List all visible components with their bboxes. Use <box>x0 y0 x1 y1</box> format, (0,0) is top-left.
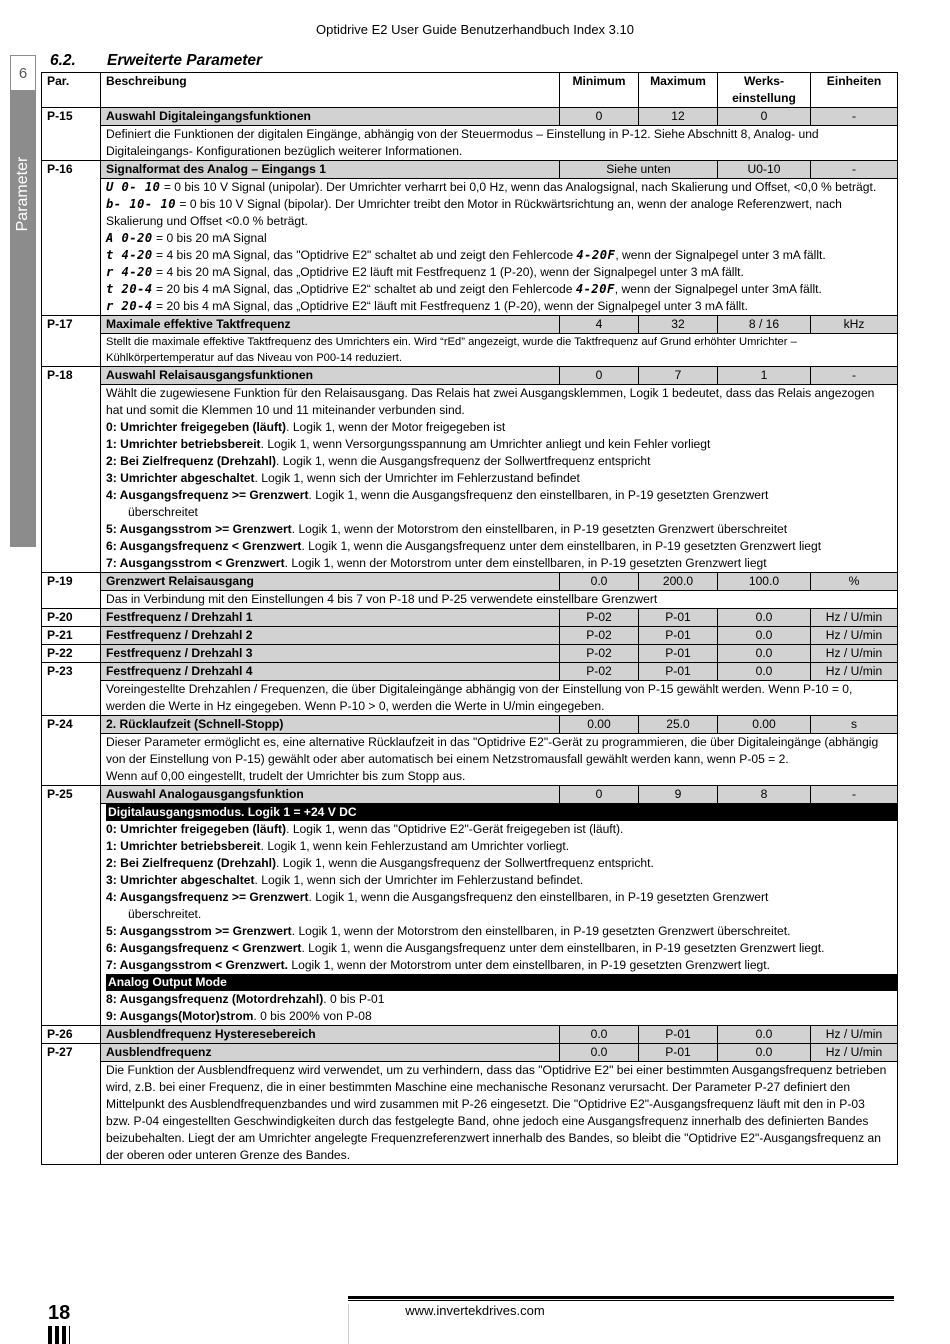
option-line: r 4-20 = 4 bis 20 mA Signal, das „Optidrive E2 läuft mit Festfrequenz 1 (P-20), wenn der Signalpegel unter 3 mA fällt. <box>106 265 744 279</box>
option-line: 2: Bei Zielfrequenz (Drehzahl). Logik 1, wenn die Ausgangsfrequenz der Sollwertfrequenz entspricht. <box>106 856 654 870</box>
param-description: Die Funktion der Ausblendfrequenz wird verwendet, um zu verhindern, dass das "Optidrive E2" bei einer bestimmten Ausgangsfrequenz betrieben wird, z.B. bei einer Frequenz, die in einer bestimmten Maschine eine mechanische Resonanz verursacht. Der Parameter P-27 definiert den Mittelpunkt des Ausblendfrequenzbandes und wird zusammen mit P-26 eingesetzt. Die "Optidrive E2"-Ausgangsfrequenz läuft mit den in P-03 bzw. P-04 eingestellten Geschwindigkeiten durch das festgelegte Band, ohne jedoch eine Ausgangsfrequenz innerhalb des definierten Bandes beizubehalten. Liegt der am Umrichter angelegte Frequenzreferenzwert innerhalb des Bandes, so bleibt die "Optidrive E2"-Ausgangsfrequenz an der oberen oder unteren Grenze des Bandes. <box>101 1062 898 1165</box>
param-max: P-01 <box>639 1044 718 1062</box>
param-row-p25 <box>42 786 898 804</box>
param-min: P-02 <box>560 645 639 663</box>
param-id: P-20 <box>42 609 101 627</box>
header-unit: Einheiten <box>811 73 898 108</box>
param-default: 1 <box>718 367 811 385</box>
param-id: P-18 <box>42 367 101 573</box>
option-line: 1: Umrichter betriebsbereit. Logik 1, wenn kein Fehlerzustand am Umrichter vorliegt. <box>106 839 570 853</box>
param-min: 0.00 <box>560 716 639 734</box>
param-row-p18 <box>42 367 898 385</box>
option-line: A 0-20 = 0 bis 20 mA Signal <box>106 231 267 245</box>
param-min: P-02 <box>560 627 639 645</box>
param-max: P-01 <box>639 645 718 663</box>
option-line: 9: Ausgangs(Motor)strom. 0 bis 200% von P-08 <box>106 1009 372 1023</box>
param-id: P-22 <box>42 645 101 663</box>
param-default: U0-10 <box>718 161 811 179</box>
param-default: 0.0 <box>718 609 811 627</box>
option-line: 3: Umrichter abgeschaltet. Logik 1, wenn sich der Umrichter im Fehlerzustand befindet <box>106 471 580 485</box>
chapter-side-tab <box>10 55 36 547</box>
param-name: Festfrequenz / Drehzahl 1 <box>101 609 560 627</box>
param-max: 9 <box>639 786 718 804</box>
param-min: P-02 <box>560 609 639 627</box>
param-description: Dieser Parameter ermöglicht es, eine alternative Rücklaufzeit in das "Optidrive E2"-Gerät zu programmieren, die über Digitaleingänge (abhängig von der Einstellung von P-15) gewählt oder aber automatisch bei einem Netzstromausfall gewählt werden kann, wenn P-05 = 2. Wenn auf 0,00 eingestellt, trudelt der Umrichter bis zum Stopp aus. <box>101 734 898 786</box>
option-line: 2: Bei Zielfrequenz (Drehzahl). Logik 1, wenn die Ausgangsfrequenz der Sollwertfrequenz entspricht <box>106 454 651 468</box>
param-id: P-27 <box>42 1044 101 1165</box>
table-header-row <box>42 73 898 108</box>
param-id: P-16 <box>42 161 101 316</box>
param-max: 200.0 <box>639 573 718 591</box>
option-line: 6: Ausgangsfrequenz < Grenzwert. Logik 1, wenn die Ausgangsfrequenz unter dem einstellbaren, in P-19 gesetzten Grenzwert liegt. <box>106 941 825 955</box>
param-row-p22 <box>42 645 898 663</box>
param-name: Ausblendfrequenz <box>101 1044 560 1062</box>
option-line: 5: Ausgangsstrom >= Grenzwert. Logik 1, wenn der Motorstrom den einstellbaren, in P-19 gesetzten Grenzwert überschreitet <box>106 522 788 536</box>
param-description: Definiert die Funktionen der digitalen Eingänge, abhängig von der Steuermodus – Einstellung in P-12. Siehe Abschnitt 8, Analog- und Digitaleingangs- Konfigurationen bezüglich weiterer Informationen. <box>101 126 898 161</box>
chapter-number: 6 <box>10 55 36 91</box>
param-min: 0 <box>560 786 639 804</box>
param-range: Siehe unten <box>560 161 718 179</box>
param-name: Maximale effektive Taktfrequenz <box>101 316 560 334</box>
section-title: Erweiterte Parameter <box>107 52 263 69</box>
param-default: 100.0 <box>718 573 811 591</box>
param-min: 0.0 <box>560 573 639 591</box>
param-id: P-24 <box>42 716 101 786</box>
option-line: b- 10- 10 = 0 bis 10 V Signal (bipolar). Der Umrichter treibt den Motor in Rückwärtsrichtung an, wenn der analoge Referenzwert, nach Skalierung und Offset <0.0 % beträgt. <box>106 197 842 228</box>
footer-rule <box>348 1296 894 1299</box>
param-default: 8 <box>718 786 811 804</box>
param-row-p17 <box>42 316 898 334</box>
param-row-p21 <box>42 627 898 645</box>
param-unit: Hz / U/min <box>811 645 898 663</box>
param-unit: kHz <box>811 316 898 334</box>
param-unit: % <box>811 573 898 591</box>
param-id: P-15 <box>42 108 101 161</box>
param-description: Digitalausgangsmodus. Logik 1 = +24 V DC 0: Umrichter freigegeben (läuft). Logik 1, wenn das "Optidrive E2"-Gerät freigegeben ist (läuft). 1: Umrichter betriebsbereit. Logik 1, wenn kein Fehlerzustand am Umrichter vorliegt. 2: Bei Zielfrequenz (Drehzahl). Logik 1, wenn die Ausgangsfrequenz der Sollwertfrequenz entspricht. 3: Umrichter abgeschaltet. Logik 1, wenn sich der Umrichter im Fehlerzustand befindet. 4: Ausgangsfrequenz >= Grenzwert. Logik 1, wenn die Ausgangsfrequenz den einstellbaren, in P-19 gesetzten Grenzwert überschreitet. 5: Ausgangsstrom >= Grenzwert. Logik 1, wenn der Motorstrom den einstellbaren, in P-19 gesetzten Grenzwert überschreitet. 6: Ausgangsfrequenz < Grenzwert. Logik 1, wenn die Ausgangsfrequenz unter dem einstellbaren, in P-19 gesetzten Grenzwert liegt. 7: Ausgangsstrom < Grenzwert. Logik 1, wenn der Motorstrom unter dem einstellbaren, in P-19 gesetzten Grenzwert liegt. Analog Output Mode 8: Ausgangsfrequenz (Motordrehzahl). 0 bis P-01 9: Ausgangs(Motor)strom. 0 bis 200% von P-08 <box>101 804 898 1026</box>
param-default: 8 / 16 <box>718 316 811 334</box>
param-description: Wählt die zugewiesene Funktion für den Relaisausgang. Das Relais hat zwei Ausgangsklemmen, Logik 1 bedeutet, dass das Relais angezogen hat und somit die Klemmen 10 und 11 miteinander verbunden sind. 0: Umrichter freigegeben (läuft). Logik 1, wenn der Motor freigegeben ist 1: Umrichter betriebsbereit. Logik 1, wenn Versorgungsspannung am Umrichter anliegt und kein Fehler vorliegt 2: Bei Zielfrequenz (Drehzahl). Logik 1, wenn die Ausgangsfrequenz der Sollwertfrequenz entspricht 3: Umrichter abgeschaltet. Logik 1, wenn sich der Umrichter im Fehlerzustand befindet 4: Ausgangsfrequenz >= Grenzwert. Logik 1, wenn die Ausgangsfrequenz den einstellbaren, in P-19 gesetzten Grenzwert überschreitet 5: Ausgangsstrom >= Grenzwert. Logik 1, wenn der Motorstrom den einstellbaren, in P-19 gesetzten Grenzwert überschreitet 6: Ausgangsfrequenz < Grenzwert. Logik 1, wenn die Ausgangsfrequenz unter dem einstellbaren, in P-19 gesetzten Grenzwert liegt 7: Ausgangsstrom < Grenzwert. Logik 1, wenn der Motorstrom unter dem einstellbaren, in P-19 gesetzten Grenzwert liegt <box>101 385 898 573</box>
mode-heading-bar: Digitalausgangsmodus. Logik 1 = +24 V DC <box>106 804 898 821</box>
param-min: 0 <box>560 108 639 126</box>
param-min: 0.0 <box>560 1044 639 1062</box>
param-row-p26 <box>42 1026 898 1044</box>
mode-heading-bar: Analog Output Mode <box>106 974 898 991</box>
param-unit: s <box>811 716 898 734</box>
param-id: P-21 <box>42 627 101 645</box>
param-max: 7 <box>639 367 718 385</box>
param-unit: - <box>811 161 898 179</box>
header-minimum: Minimum <box>560 73 639 108</box>
param-unit: - <box>811 108 898 126</box>
param-row-p16 <box>42 161 898 179</box>
param-default: 0 <box>718 108 811 126</box>
option-line: 8: Ausgangsfrequenz (Motordrehzahl). 0 bis P-01 <box>106 992 385 1006</box>
param-name: Festfrequenz / Drehzahl 2 <box>101 627 560 645</box>
param-max: 25.0 <box>639 716 718 734</box>
param-row-p15 <box>42 108 898 126</box>
section-number: 6.2. <box>50 52 76 69</box>
param-unit: Hz / U/min <box>811 627 898 645</box>
param-description: Voreingestellte Drehzahlen / Frequenzen, die über Digitaleingänge abhängig von der Einstellung von P-15 gewählt werden. Wenn P-10 = 0, werden die Werte in Hz eingegeben. Wenn P-10 > 0, werden die Werte in U/min eingegeben. <box>101 681 898 716</box>
option-line: U 0- 10 = 0 bis 10 V Signal (unipolar). Der Umrichter verharrt bei 0,0 Hz, wenn das Analogsignal, nach Skalierung und Offset, <0,0 % beträgt. <box>106 180 877 194</box>
param-max: 32 <box>639 316 718 334</box>
header-maximum: Maximum <box>639 73 718 108</box>
chapter-label: Parameter <box>14 156 31 232</box>
param-unit: Hz / U/min <box>811 1044 898 1062</box>
param-name: Festfrequenz / Drehzahl 4 <box>101 663 560 681</box>
param-default: 0.00 <box>718 716 811 734</box>
option-line: 5: Ausgangsstrom >= Grenzwert. Logik 1, wenn der Motorstrom den einstellbaren, in P-19 gesetzten Grenzwert überschreitet. <box>106 924 791 938</box>
page-number: 18 <box>48 1302 71 1324</box>
option-line: t 20-4 = 20 bis 4 mA Signal, das „Optidrive E2“ schaltet ab und zeigt den Fehlercode 4-20F, wenn der Signalpegel unter 3mA fällt. <box>106 282 822 296</box>
param-default: 0.0 <box>718 645 811 663</box>
param-row-p24 <box>42 716 898 734</box>
section-heading <box>50 52 262 70</box>
param-name: Auswahl Digitaleingangsfunktionen <box>101 108 560 126</box>
param-name: Auswahl Analogausgangsfunktion <box>101 786 560 804</box>
parameter-table <box>41 72 898 1165</box>
param-min: P-02 <box>560 663 639 681</box>
param-default: 0.0 <box>718 663 811 681</box>
param-id: P-17 <box>42 316 101 367</box>
option-line: r 20-4 = 20 bis 4 mA Signal, das „Optidrive E2“ läuft mit Festfrequenz 1 (P-20), wenn der Signalpegel unter 3 mA fällt. <box>106 299 748 313</box>
param-default: 0.0 <box>718 1026 811 1044</box>
option-line: 3: Umrichter abgeschaltet. Logik 1, wenn sich der Umrichter im Fehlerzustand befindet. <box>106 873 584 887</box>
param-default: 0.0 <box>718 1044 811 1062</box>
header-default: Werks- einstellung <box>718 73 811 108</box>
param-min: 0.0 <box>560 1026 639 1044</box>
param-row-p19 <box>42 573 898 591</box>
param-unit: Hz / U/min <box>811 663 898 681</box>
param-id: P-23 <box>42 663 101 716</box>
param-name: Festfrequenz / Drehzahl 3 <box>101 645 560 663</box>
param-max: P-01 <box>639 609 718 627</box>
param-default: 0.0 <box>718 627 811 645</box>
param-max: 12 <box>639 108 718 126</box>
param-id: P-25 <box>42 786 101 1026</box>
param-max: P-01 <box>639 663 718 681</box>
option-line: 0: Umrichter freigegeben (läuft). Logik 1, wenn der Motor freigegeben ist <box>106 420 506 434</box>
param-max: P-01 <box>639 1026 718 1044</box>
param-row-p27 <box>42 1044 898 1062</box>
param-id: P-26 <box>42 1026 101 1044</box>
document-header: Optidrive E2 User Guide Benutzerhandbuch Index 3.10 <box>316 22 634 37</box>
param-name: Grenzwert Relaisausgang <box>101 573 560 591</box>
option-line: t 4-20 = 4 bis 20 mA Signal, das "Optidrive E2" schaltet ab und zeigt den Fehlercode 4-20F, wenn der Signalpegel unter 3 mA fällt. <box>106 248 826 262</box>
footer-rule-thin <box>348 1300 894 1301</box>
option-line: 4: Ausgangsfrequenz >= Grenzwert. Logik 1, wenn die Ausgangsfrequenz den einstellbaren, in P-19 gesetzten Grenzwert <box>106 488 769 502</box>
param-name: Ausblendfrequenz Hysteresebereich <box>101 1026 560 1044</box>
header-description: Beschreibung <box>101 73 560 108</box>
param-max: P-01 <box>639 627 718 645</box>
param-unit: - <box>811 786 898 804</box>
param-description: Stellt die maximale effektive Taktfrequenz des Umrichters ein. Wird “rEd” angezeigt, wurde die Taktfrequenz auf Grund erhöhter Umrichter – Kühlkörpertemperatur auf das Niveau von P00-14 reduziert. <box>101 334 898 367</box>
param-min: 0 <box>560 367 639 385</box>
header-par: Par. <box>42 73 101 108</box>
option-line: 1: Umrichter betriebsbereit. Logik 1, wenn Versorgungsspannung am Umrichter anliegt und kein Fehler vorliegt <box>106 437 711 451</box>
page-number-bars <box>48 1326 70 1344</box>
param-unit: - <box>811 367 898 385</box>
param-row-p20 <box>42 609 898 627</box>
option-line: 7: Ausgangsstrom < Grenzwert. Logik 1, wenn der Motorstrom unter dem einstellbaren, in P-19 gesetzten Grenzwert liegt. <box>106 958 770 972</box>
param-name: Auswahl Relaisausgangsfunktionen <box>101 367 560 385</box>
option-line: 6: Ausgangsfrequenz < Grenzwert. Logik 1, wenn die Ausgangsfrequenz unter dem einstellbaren, in P-19 gesetzten Grenzwert liegt <box>106 539 822 553</box>
footer-url: www.invertekdrives.com <box>405 1303 545 1318</box>
param-min: 4 <box>560 316 639 334</box>
option-line: 4: Ausgangsfrequenz >= Grenzwert. Logik 1, wenn die Ausgangsfrequenz den einstellbaren, in P-19 gesetzten Grenzwert <box>106 890 769 904</box>
param-row-p23 <box>42 663 898 681</box>
option-line: 0: Umrichter freigegeben (läuft). Logik 1, wenn das "Optidrive E2"-Gerät freigegeben ist (läuft). <box>106 822 624 836</box>
option-line: 7: Ausgangsstrom < Grenzwert. Logik 1, wenn der Motorstrom unter dem einstellbaren, in P-19 gesetzten Grenzwert liegt <box>106 556 767 570</box>
param-unit: Hz / U/min <box>811 609 898 627</box>
param-name: 2. Rücklaufzeit (Schnell-Stopp) <box>101 716 560 734</box>
param-id: P-19 <box>42 573 101 609</box>
param-description <box>101 179 898 316</box>
param-name: Signalformat des Analog – Eingangs 1 <box>101 161 560 179</box>
param-description: Das in Verbindung mit den Einstellungen 4 bis 7 von P-18 und P-25 verwendete einstellbare Grenzwert <box>101 591 898 609</box>
param-unit: Hz / U/min <box>811 1026 898 1044</box>
